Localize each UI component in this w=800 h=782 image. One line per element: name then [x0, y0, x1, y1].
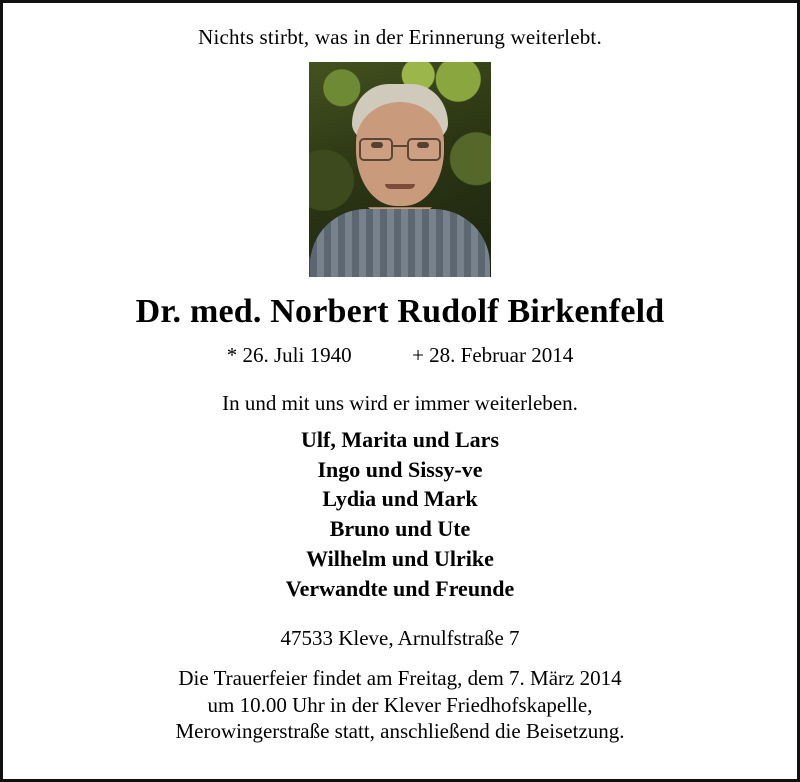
survivor-line: Ulf, Marita und Lars [301, 426, 499, 452]
glasses-right-lens [407, 138, 441, 161]
survivors-list [286, 425, 515, 604]
mouth-shape [385, 184, 415, 189]
person-figure [309, 62, 491, 277]
service-line: um 10.00 Uhr in der Klever Friedhofskapelle, [207, 692, 593, 717]
survivor-line: Lydia und Mark [322, 486, 478, 512]
survivor-line: Bruno und Ute [329, 516, 471, 542]
life-dates [227, 343, 574, 368]
survivor-line: Verwandte und Freunde [285, 576, 515, 602]
birth-date: * 26. Juli 1940 [226, 343, 352, 368]
address-line: 47533 Kleve, Arnulfstraße 7 [280, 626, 520, 651]
service-line: Merowingerstraße statt, anschließend die Beisetzung. [175, 718, 625, 743]
funeral-service-info [175, 665, 624, 744]
service-line: Die Trauerfeier findet am Freitag, dem 7. März 2014 [178, 666, 622, 691]
portrait-photo [309, 62, 491, 277]
survivor-line: Wilhelm und Ulrike [306, 546, 494, 572]
motto-text: Nichts stirbt, was in der Erinnerung weiterlebt. [198, 25, 602, 49]
death-date: + 28. Februar 2014 [412, 343, 574, 368]
survivor-line: Ingo und Sissy-ve [317, 456, 483, 482]
deceased-name: Dr. med. Norbert Rudolf Birkenfeld [135, 293, 665, 331]
memory-line: In und mit uns wird er immer weiterleben. [222, 391, 578, 416]
glasses-left-lens [359, 138, 393, 161]
glasses-icon [357, 138, 443, 158]
shirt-shape [310, 209, 490, 277]
